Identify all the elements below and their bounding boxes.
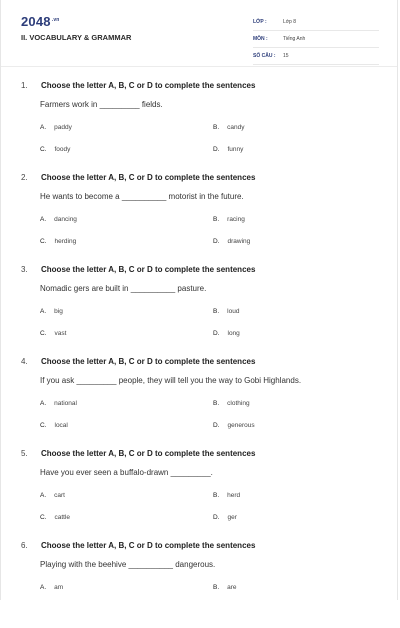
question-header bbox=[21, 265, 255, 274]
option-letter: B. bbox=[213, 308, 220, 315]
answer-option[interactable] bbox=[40, 584, 63, 591]
question-item bbox=[1, 168, 397, 260]
option-letter: A. bbox=[40, 584, 47, 591]
meta-value: Lớp 8 bbox=[283, 19, 297, 25]
question-number: 3. bbox=[21, 265, 28, 274]
question-sentence: Playing with the beehive __________ dangerous. bbox=[40, 560, 216, 569]
meta-label: SỐ CÂU : bbox=[253, 53, 276, 59]
option-text: local bbox=[54, 422, 68, 429]
question-header bbox=[21, 449, 255, 458]
option-text: herd bbox=[227, 492, 241, 499]
question-number: 6. bbox=[21, 541, 28, 550]
answer-option[interactable] bbox=[213, 308, 239, 315]
option-text: paddy bbox=[54, 124, 72, 131]
question-item bbox=[1, 536, 397, 628]
question-instruction: Choose the letter A, B, C or D to complete the sentences bbox=[41, 357, 256, 366]
answer-option[interactable] bbox=[40, 422, 68, 429]
meta-value: 15 bbox=[283, 53, 289, 59]
option-letter: B. bbox=[213, 584, 220, 591]
option-letter: C. bbox=[40, 422, 47, 429]
option-letter: C. bbox=[40, 238, 47, 245]
answer-option[interactable] bbox=[40, 400, 77, 407]
answer-option[interactable] bbox=[213, 422, 255, 429]
question-instruction: Choose the letter A, B, C or D to complete the sentences bbox=[41, 541, 256, 550]
header-divider bbox=[1, 66, 397, 67]
question-number: 2. bbox=[21, 173, 28, 182]
answer-option[interactable] bbox=[40, 308, 63, 315]
answer-option[interactable] bbox=[213, 146, 243, 153]
option-letter: C. bbox=[40, 514, 47, 521]
question-item bbox=[1, 76, 397, 168]
answer-option[interactable] bbox=[213, 216, 245, 223]
option-text: long bbox=[227, 330, 240, 337]
option-text: are bbox=[227, 584, 237, 591]
question-number: 1. bbox=[21, 81, 28, 90]
meta-label: MÔN : bbox=[253, 36, 268, 42]
question-item bbox=[1, 260, 397, 352]
option-letter: C. bbox=[40, 330, 47, 337]
answer-option[interactable] bbox=[40, 514, 70, 521]
answer-option[interactable] bbox=[213, 124, 245, 131]
answer-option[interactable] bbox=[213, 238, 250, 245]
question-instruction: Choose the letter A, B, C or D to complete the sentences bbox=[41, 265, 256, 274]
option-letter: A. bbox=[40, 216, 47, 223]
question-instruction: Choose the letter A, B, C or D to complete the sentences bbox=[41, 173, 256, 182]
question-sentence: Have you ever seen a buffalo-drawn _________. bbox=[40, 468, 213, 477]
option-text: generous bbox=[227, 422, 255, 429]
option-letter: B. bbox=[213, 124, 220, 131]
meta-value: Tiếng Anh bbox=[283, 36, 306, 42]
option-text: vast bbox=[54, 330, 67, 337]
meta-label: LỚP : bbox=[253, 19, 267, 25]
option-letter: D. bbox=[213, 422, 220, 429]
logo-text: 2048 bbox=[21, 14, 51, 29]
answer-option[interactable] bbox=[40, 492, 65, 499]
site-logo[interactable] bbox=[21, 14, 60, 29]
question-header bbox=[21, 541, 255, 550]
question-list bbox=[1, 76, 397, 628]
logo-suffix: .vn bbox=[51, 16, 60, 23]
option-text: loud bbox=[227, 308, 240, 315]
option-text: national bbox=[54, 400, 77, 407]
question-number: 4. bbox=[21, 357, 28, 366]
answer-option[interactable] bbox=[40, 216, 77, 223]
meta-row-question-count bbox=[253, 48, 379, 65]
option-text: foody bbox=[54, 146, 71, 153]
question-sentence: Farmers work in _________ fields. bbox=[40, 100, 163, 109]
option-letter: D. bbox=[213, 238, 220, 245]
option-letter: D. bbox=[213, 514, 220, 521]
question-sentence: Nomadic gers are built in __________ pasture. bbox=[40, 284, 207, 293]
answer-option[interactable] bbox=[40, 124, 72, 131]
answer-option[interactable] bbox=[40, 146, 70, 153]
option-text: cart bbox=[54, 492, 65, 499]
answer-option[interactable] bbox=[40, 330, 66, 337]
answer-option[interactable] bbox=[40, 238, 76, 245]
option-letter: A. bbox=[40, 400, 47, 407]
question-number: 5. bbox=[21, 449, 28, 458]
option-letter: D. bbox=[213, 146, 220, 153]
option-text: drawing bbox=[227, 238, 251, 245]
answer-option[interactable] bbox=[213, 492, 240, 499]
worksheet-meta bbox=[253, 14, 379, 65]
question-instruction: Choose the letter A, B, C or D to complete the sentences bbox=[41, 81, 256, 90]
section-title: II. VOCABULARY & GRAMMAR bbox=[21, 33, 132, 42]
option-text: candy bbox=[227, 124, 245, 131]
option-letter: A. bbox=[40, 124, 47, 131]
question-sentence: He wants to become a __________ motorist in the future. bbox=[40, 192, 244, 201]
worksheet-header bbox=[1, 0, 397, 64]
option-letter: D. bbox=[213, 330, 220, 337]
option-text: clothing bbox=[227, 400, 250, 407]
meta-row-subject bbox=[253, 31, 379, 48]
question-header bbox=[21, 81, 255, 90]
answer-option[interactable] bbox=[213, 400, 250, 407]
option-text: cattle bbox=[54, 514, 71, 521]
option-letter: B. bbox=[213, 492, 220, 499]
option-letter: C. bbox=[40, 146, 47, 153]
option-letter: B. bbox=[213, 400, 220, 407]
option-letter: B. bbox=[213, 216, 220, 223]
option-text: dancing bbox=[54, 216, 77, 223]
question-header bbox=[21, 173, 255, 182]
answer-option[interactable] bbox=[213, 330, 240, 337]
option-letter: A. bbox=[40, 308, 47, 315]
option-text: am bbox=[54, 584, 64, 591]
option-text: racing bbox=[227, 216, 245, 223]
option-text: big bbox=[54, 308, 63, 315]
meta-row-class bbox=[253, 14, 379, 31]
answer-option[interactable] bbox=[213, 514, 237, 521]
option-text: funny bbox=[227, 146, 244, 153]
question-instruction: Choose the letter A, B, C or D to complete the sentences bbox=[41, 449, 256, 458]
answer-option[interactable] bbox=[213, 584, 237, 591]
question-item bbox=[1, 352, 397, 444]
question-header bbox=[21, 357, 255, 366]
option-text: ger bbox=[227, 514, 237, 521]
option-letter: A. bbox=[40, 492, 47, 499]
question-sentence: If you ask _________ people, they will tell you the way to Gobi Highlands. bbox=[40, 376, 302, 385]
option-text: herding bbox=[54, 238, 77, 245]
question-item bbox=[1, 444, 397, 536]
